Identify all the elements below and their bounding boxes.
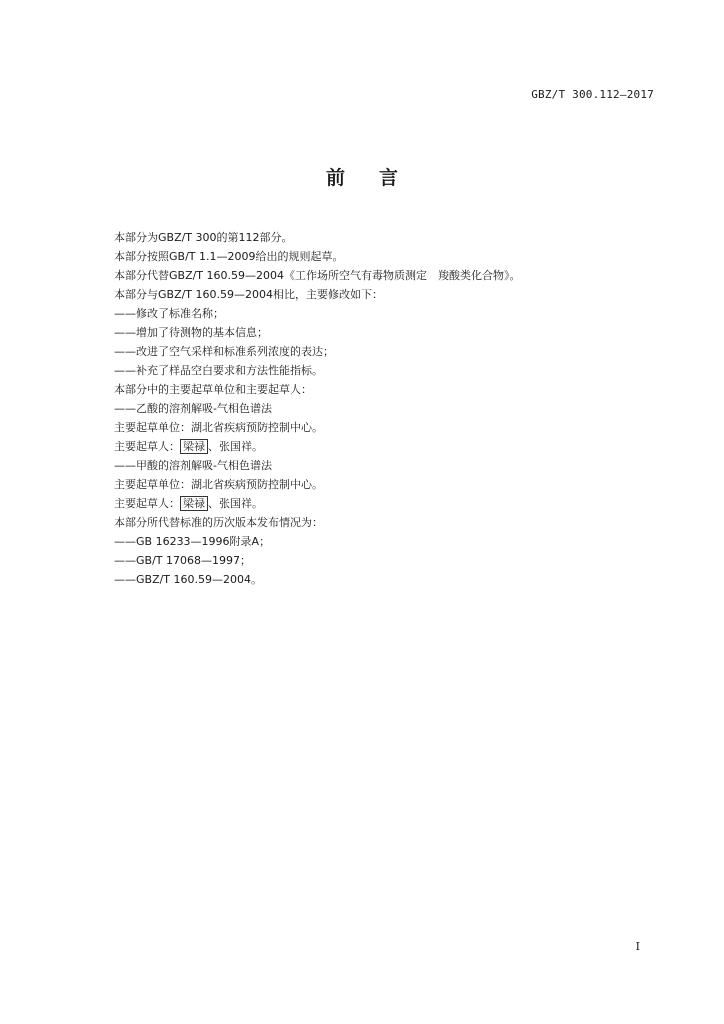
method-heading: ——乙酸的溶剂解吸-气相色谱法 [114,402,272,415]
page-title [0,163,724,190]
document-code: GBZ/T 300.112—2017 [531,88,654,101]
drafters-line [114,494,674,513]
list-item: ——增加了待测物的基本信息； [114,326,268,339]
list-item: ——修改了标准名称； [114,307,224,320]
drafters-suffix: 、张国祥。 [208,440,263,453]
text-line: 本部分按照GB/T 1.1—2009给出的规则起草。 [114,250,344,263]
foreword-body [114,228,674,589]
boxed-name: 梁禄 [180,496,208,511]
drafters-suffix: 、张国祥。 [208,497,263,510]
drafting-unit: 主要起草单位：湖北省疾病预防控制中心。 [114,478,323,491]
list-item: ——补充了样品空白要求和方法性能指标。 [114,364,323,377]
page-number: I [635,940,640,953]
text-line: 本部分所代替标准的历次版本发布情况为： [114,516,323,529]
list-item: ——GB 16233—1996附录A； [114,535,271,548]
title-char-2: 言 [379,167,399,189]
text-line: 本部分为GBZ/T 300的第112部分。 [114,231,293,244]
text-line: 本部分中的主要起草单位和主要起草人： [114,383,312,396]
list-item: ——GBZ/T 160.59—2004。 [114,573,263,586]
boxed-name: 梁禄 [180,439,208,454]
text-line: 本部分与GBZ/T 160.59—2004相比，主要修改如下： [114,288,384,301]
drafters-prefix: 主要起草人： [114,497,180,510]
list-item: ——GB/T 17068—1997； [114,554,251,567]
list-item: ——改进了空气采样和标准系列浓度的表达； [114,345,334,358]
drafting-unit: 主要起草单位：湖北省疾病预防控制中心。 [114,421,323,434]
drafters-line [114,437,674,456]
text-line: 本部分代替GBZ/T 160.59—2004《工作场所空气有毒物质测定 羧酸类化合物》。 [114,269,521,282]
method-heading: ——甲酸的溶剂解吸-气相色谱法 [114,459,272,472]
title-char-1: 前 [325,167,345,189]
drafters-prefix: 主要起草人： [114,440,180,453]
